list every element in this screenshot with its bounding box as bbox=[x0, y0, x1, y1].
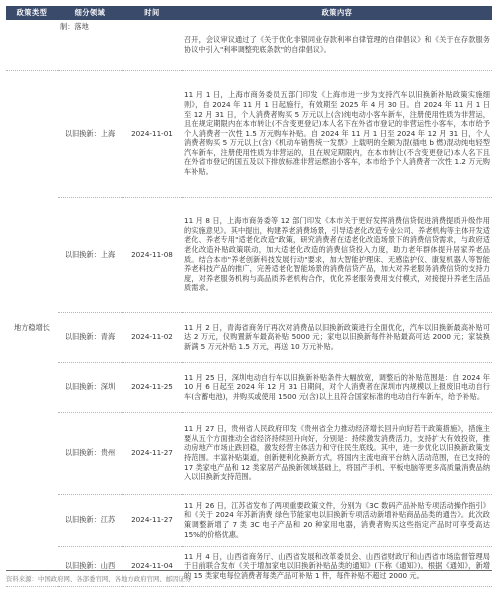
content-cell: 11 月 4 日，山西省商务厅、山西省发展和改革委员会、山西省财政厅和山西省市场监督管理局于日前联合发布《关于增加家电以旧换新补贴品类的通知》(下称《通知》)。根据《通知》，新增的 15 类家电每位消费者每类产品可补贴 1 件，每件补贴不超过 2000 元。 bbox=[182, 546, 492, 586]
sub-field-cell: 以旧换新：江苏 bbox=[58, 494, 122, 546]
time-cell: 2024-11-25 bbox=[122, 362, 182, 412]
time-cell: 2024-11-27 bbox=[122, 494, 182, 546]
table-header-row bbox=[6, 6, 492, 20]
header-sub-field: 细分领域 bbox=[58, 6, 122, 20]
table-row bbox=[6, 362, 492, 412]
sub-field-cell: 以旧换新：深圳 bbox=[58, 362, 122, 412]
table-row bbox=[6, 70, 492, 197]
time-cell: 2024-11-27 bbox=[122, 412, 182, 494]
sub-field-cell: 以旧换新：上海 bbox=[58, 197, 122, 312]
header-policy-content: 政策内容 bbox=[182, 6, 492, 20]
table-row bbox=[6, 312, 492, 362]
time-cell: 2024-11-08 bbox=[122, 197, 182, 312]
content-cell: 11 月 2 日，青海省商务厅再次对消费品以旧换新政策进行全面优化，汽车以旧换新最高补贴可达 2 万元，仪购置新车最高补贴 5000 元；家电以旧换新每件补贴最高可达 2000 元；家装换新满 5 万元补贴 1.5 万元，再送 10 万元补贴。 bbox=[182, 312, 492, 362]
policy-type-cell: 地方稳增长 bbox=[6, 70, 58, 586]
time-cell: 2024-11-04 bbox=[122, 546, 182, 586]
table-row bbox=[6, 494, 492, 546]
time-cell: 2024-11-01 bbox=[122, 70, 182, 197]
content-cell: 召开，会议审议通过了《关于优化非银同业存款利率自律管理的自律倡议》和《关于在存款服务协议中引入"利率调整兜底条款"的自律倡议》。 bbox=[182, 20, 492, 70]
sub-field-cell: 以旧换新：山西 bbox=[58, 546, 122, 586]
sub-field-cell: 以旧换新：青海 bbox=[58, 312, 122, 362]
content-cell: 11 月 8 日，上海市商务委等 12 部门印发《本市关于更好发挥消费信贷促进消费提质升级作用的实施意见》。其中提出，构建养老消费场景，引导适老化改造专业公司、养老机构等主体开发适老化、养老专用"适老化改造"政策，研究消费者在适老化改造场景下的消费信贷需求，与政府适老化改造补贴政策联动，加大适老化改造的消费信贷投入力度，助力老年群体提升居家养老品质。结合本市"养老创新科技发展行动"要求，加大智能护理床、无感监护仪、康复机器人等智能养老科技产品的推广，完善适老化智能场景的消费信贷产品，加大对养老服务消费信贷的支持力度，对养老服务机构与高品质养老机构合作，优化养老服务费用支付模式，对接提升养老生活品质需求。 bbox=[182, 197, 492, 312]
content-cell: 11 月 26 日，江苏省发布了两项重要政策文件，分别为《3C 数码产品补贴专项活动操作指引》和《关于 2024 年苏新消费 绿色节能家电以旧换新专项活动新增补贴商品品类的通告》。此次政策调整新增了 7 类 3C 电子产品和 20 种家用电器，消费者购买这些指定产品时可享受高达 15%的价格优惠。 bbox=[182, 494, 492, 546]
header-time: 时间 bbox=[122, 6, 182, 20]
table-row bbox=[6, 20, 492, 70]
table-bottom-rule bbox=[6, 570, 492, 571]
source-note: 资料来源：中国政府网、各部委官网、各地方政府官网、邮因证券 bbox=[6, 575, 192, 583]
content-cell: 11 月 1 日，上海市商务委员五部门印发《上海市进一步为支持汽车以旧换新补贴政策实施细则》，自 2024 年 11 月 1 日起施行，有效期至 2025 年 4 月 30 日。自 2024 年 11 月 1 日至 12 月 31 日，个人消费者购买 5 万元以上(含)纯电动小客车新车，注册使用性质为非营运，且在规定期限内在本市转让(不含变更登记)本人名下在外省市登记的非营运性小客车，本市给予个人消费者一次性 1.5 万元购车补贴。自 2024 年 11 月 1 日至 2024 年 12 月 31 日，个人消费者购买 5 万元以上(含)《机动车销售统一发票》上载明的全额为混(插电 b 燃)混动纯电轻型汽车新车，注册使用性质为非营运的，且在规定期限内，在本市转让(不含变更登记)本人名下且在外省市登记的国五及以下排放标准非营运燃油小客车，本市给予个人消费者一次性 1.2 万元购车补贴。 bbox=[182, 70, 492, 197]
sub-field-cell: 以旧换新：贵州 bbox=[58, 412, 122, 494]
time-cell bbox=[122, 20, 182, 70]
sub-field-cell: 制：落地 bbox=[58, 20, 122, 70]
table-row bbox=[6, 412, 492, 494]
policy-table bbox=[6, 6, 492, 587]
content-cell: 11 月 25 日，深圳电动自行车以旧换新补贴条件大幅放宽，调整后的补贴范围是：自 2024 年 10 月 6 日起至 2024 年 12 月 31 日期间，对个人消费者在深圳市内规模以上报废旧电动自行车(含蓄电池)，并购买或使用 1500 元(含)以上且符合国家标准的电动自行车新车，给予补贴。 bbox=[182, 362, 492, 412]
header-policy-type: 政策类型 bbox=[6, 6, 58, 20]
sub-field-cell: 以旧换新：上海 bbox=[58, 70, 122, 197]
time-cell: 2024-11-02 bbox=[122, 312, 182, 362]
content-cell: 11 月 27 日，贵州省人民政府印发《贵州省全力推动经济增长回升向好若干政策措施》，措施主要从五个方面推动全省经济持续回升向好，分别是：持续激发消费活力，支持扩大有效投资，推动房地产市场止跌回稳，激发经营主体活力和守住民生底线。其中，进一步优化以旧换新政策支持范围。丰富补贴渠道，创新便利化换新方式，将国内主流电商平台纳入活动范围，在已支持的 17 类家电产品和 12 类家居产品换新领域基础上，将国产手机、平板电脑等更多高质量消费品纳入以旧换新支持范围。 bbox=[182, 412, 492, 494]
table-row bbox=[6, 197, 492, 312]
policy-type-cell-top bbox=[6, 20, 58, 70]
